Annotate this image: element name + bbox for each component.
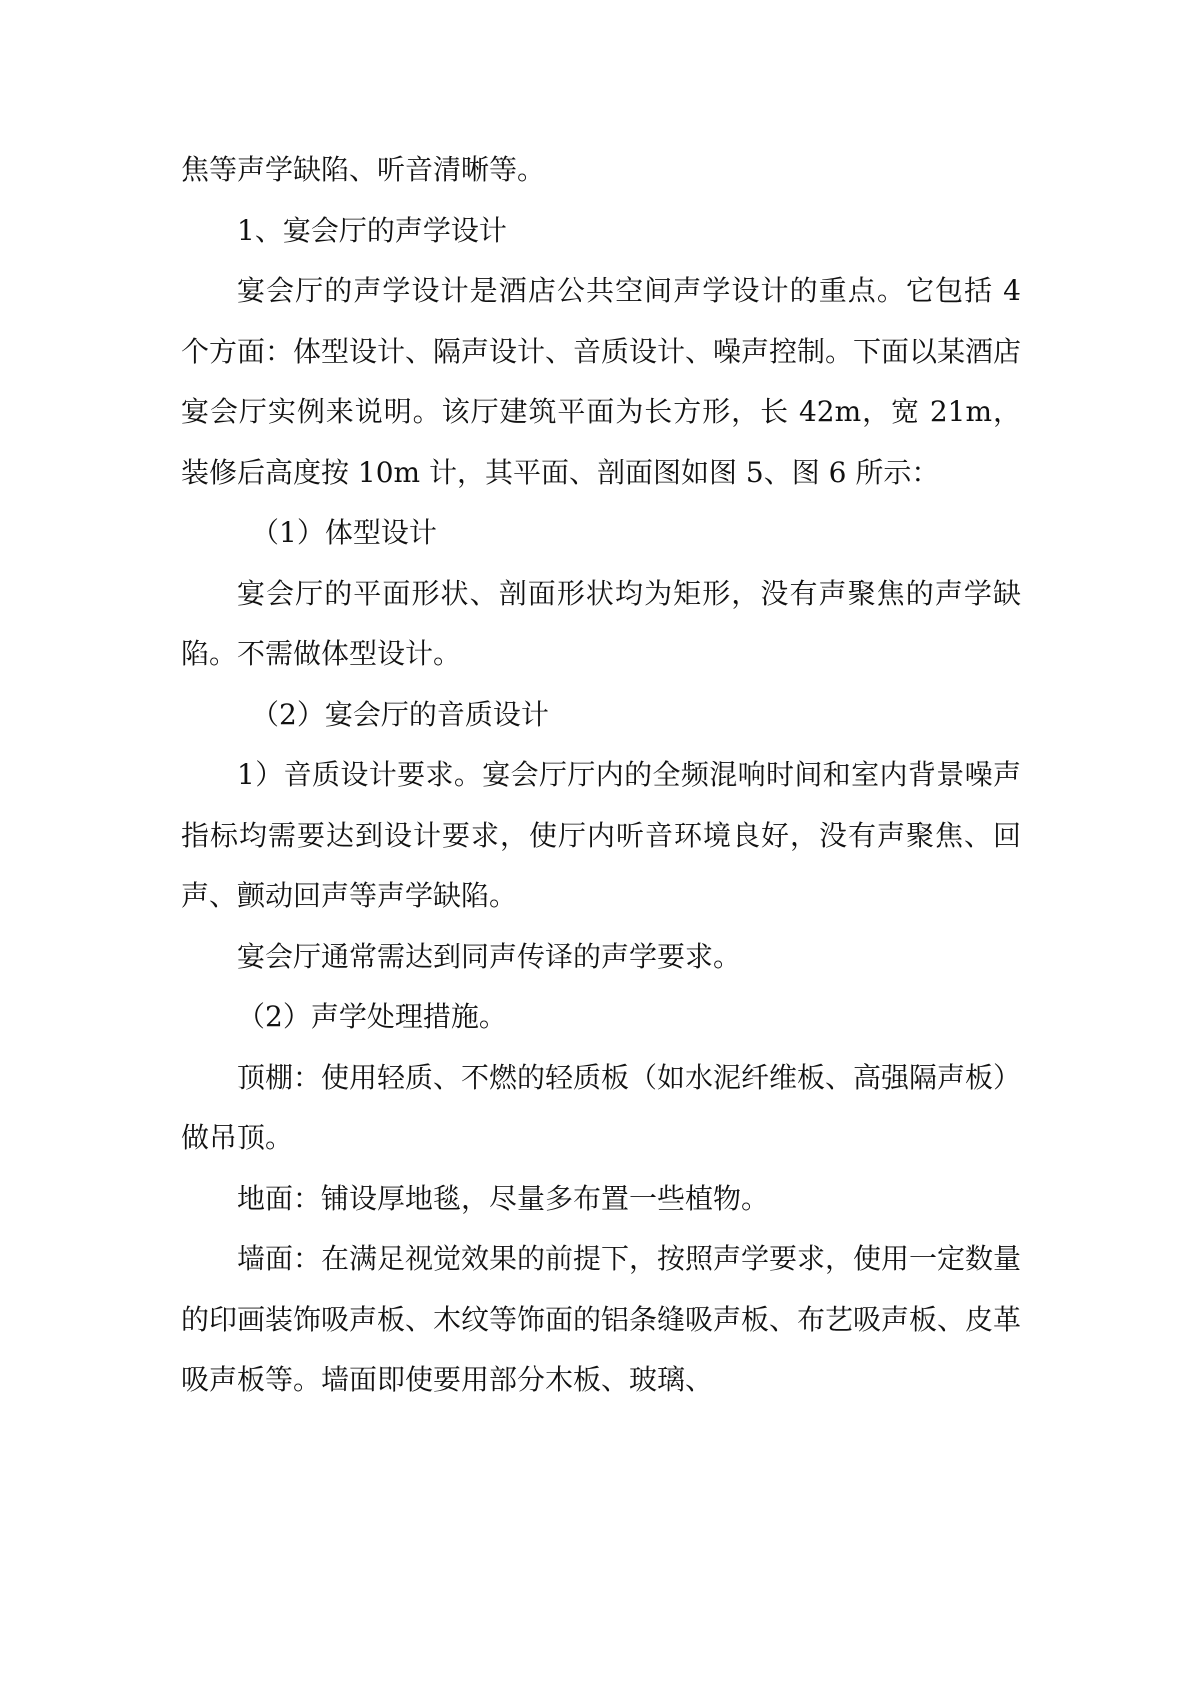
document-body [181,140,1021,1411]
subheading-shape-design: （1）体型设计 [251,516,437,549]
paragraph-simultaneous-interpretation: 宴会厅通常需达到同声传译的声学要求。 [237,939,742,973]
paragraph-banquet-intro: 宴会厅的声学设计是酒店公共空间声学设计的重点。它包括 4 个方面：体型设计、隔声设计、音质设计、噪声控制。下面以某酒店宴会厅实例来说明。该厅建筑平面为长方形，长 42m，宽 21m，装修后高度按 10m 计，其平面、剖面图如图 5、图 6 所示： [181,274,1022,489]
paragraph-ceiling: 顶棚：使用轻质、不燃的轻质板（如水泥纤维板、高强隔声板）做吊顶。 [181,1060,1022,1154]
subheading-sound-quality-design: （2）宴会厅的音质设计 [251,697,549,731]
paragraph-walls: 墙面：在满足视觉效果的前提下，按照声学要求，使用一定数量的印画装饰吸声板、木纹等饰面的铝条缝吸声板、布艺吸声板、皮革吸声板等。墙面即使要用部分木板、玻璃、 [181,1242,1022,1396]
paragraph-continuation: 焦等声学缺陷、听音清晰等。 [181,153,546,186]
subheading-acoustic-measures: （2）声学处理措施。 [237,1000,507,1033]
section-heading-banquet-acoustic-design: 1、宴会厅的声学设计 [237,213,507,247]
paragraph-sound-quality-requirements: 1）音质设计要求。宴会厅厅内的全频混响时间和室内背景噪声指标均需要达到设计要求，使厅内听音环境良好，没有声聚焦、回声、颤动回声等声学缺陷。 [181,758,1021,912]
paragraph-floor: 地面：铺设厚地毯，尽量多布置一些植物。 [237,1181,770,1215]
paragraph-shape-design: 宴会厅的平面形状、剖面形状均为矩形，没有声聚焦的声学缺陷。不需做体型设计。 [181,576,1021,670]
